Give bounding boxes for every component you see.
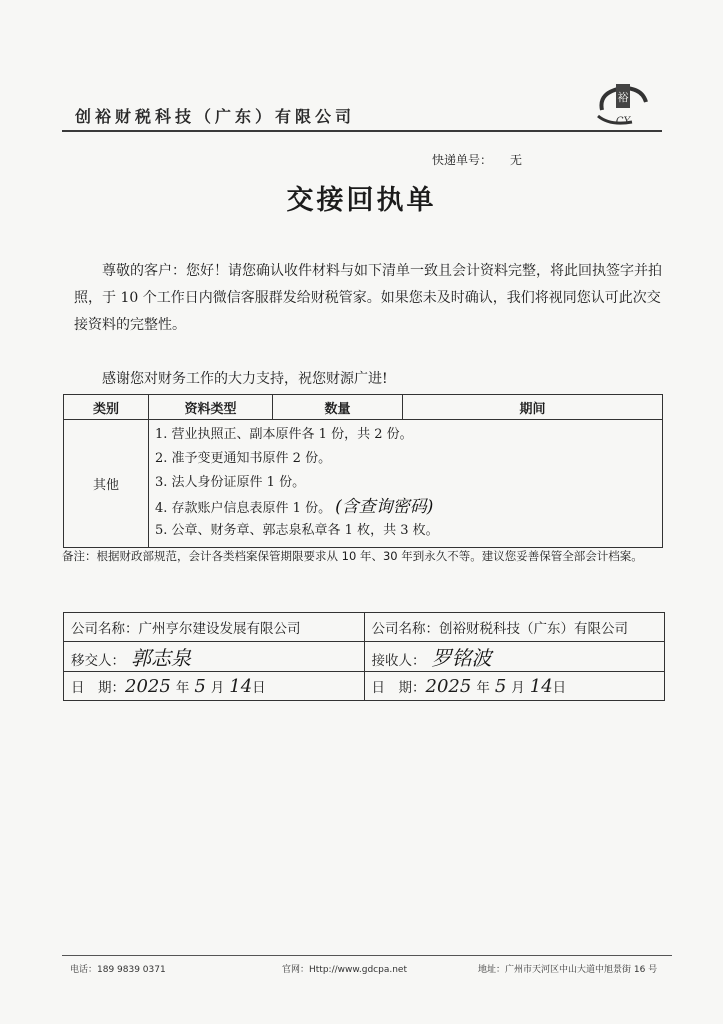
items-list	[155, 423, 662, 543]
sender-company: 广州亨尔建设发展有限公司	[138, 621, 301, 637]
header-period: 期间	[403, 395, 663, 420]
receiver-signature-cell: 接收人： 罗铭波	[364, 642, 665, 672]
express-number	[432, 151, 522, 168]
receiver-signature: 罗铭波	[431, 646, 492, 670]
table-row	[64, 420, 663, 548]
intro-paragraph: 尊敬的客户：您好！请您确认收件材料与如下清单一致且会计资料完整，将此回执签字并拍照，于 10 个工作日内微信客服群发给财税管家。如果您未及时确认，我们将视同您认可此次交接资料的完整性。	[74, 263, 662, 333]
sender-company-cell: 公司名称：广州亨尔建设发展有限公司	[64, 613, 365, 642]
table-row	[64, 613, 665, 642]
list-item: 2. 准予变更通知书原件 2 份。	[155, 451, 332, 466]
header-divider	[62, 130, 662, 132]
header-category: 类别	[64, 395, 149, 420]
receiver-company: 创裕财税科技（广东）有限公司	[439, 621, 628, 637]
express-value: 无	[510, 153, 523, 167]
header-quantity: 数量	[273, 395, 403, 420]
company-header: 创裕财税科技（广东）有限公司	[75, 107, 356, 126]
footer-website: 官网：Http://www.gdcpa.net	[282, 965, 407, 975]
remark-note: 备注：根据财政部规范，会计各类档案保管期限要求从 10 年、30 年到永久不等。建议您妥善保管全部会计档案。	[62, 549, 643, 563]
footer-address: 地址：广州市天河区中山大道中旭景街 16 号	[478, 965, 658, 975]
items-table-header	[64, 395, 663, 420]
receiver-date-cell: 日 期：2025 年 5 月 14日	[364, 672, 665, 701]
table-row	[64, 642, 665, 672]
items-table	[63, 394, 663, 548]
sender-signature: 郭志泉	[131, 646, 191, 670]
list-item: 4. 存款账户信息表原件 1 份。 (含查询密码)	[155, 497, 434, 517]
sender-signature-cell: 移交人： 郭志泉	[64, 642, 365, 672]
footer-phone: 电话：189 9839 0371	[70, 965, 166, 975]
express-label: 快递单号：	[432, 153, 493, 167]
header-type: 资料类型	[149, 395, 273, 420]
company-logo	[592, 80, 654, 130]
document-title: 交接回执单	[286, 185, 437, 216]
list-item: 1. 营业执照正、副本原件各 1 份，共 2 份。	[155, 427, 413, 442]
thanks-line: 感谢您对财务工作的大力支持，祝您财源广进!	[102, 371, 388, 387]
logo-text: CY	[615, 116, 631, 127]
table-row	[64, 672, 665, 701]
sender-date-cell: 日 期：2025 年 5 月 14日	[64, 672, 365, 701]
list-item: 3. 法人身份证原件 1 份。	[155, 475, 306, 490]
handwritten-note: (含查询密码)	[335, 497, 434, 517]
category-cell: 其他	[64, 420, 149, 548]
list-item: 5. 公章、财务章、郭志泉私章各 1 枚，共 3 枚。	[155, 523, 439, 538]
items-list-cell	[149, 420, 663, 548]
logo-char: 裕	[617, 91, 629, 104]
signature-table	[63, 612, 665, 701]
receiver-company-cell: 公司名称：创裕财税科技（广东）有限公司	[364, 613, 665, 642]
footer-divider	[62, 955, 672, 956]
